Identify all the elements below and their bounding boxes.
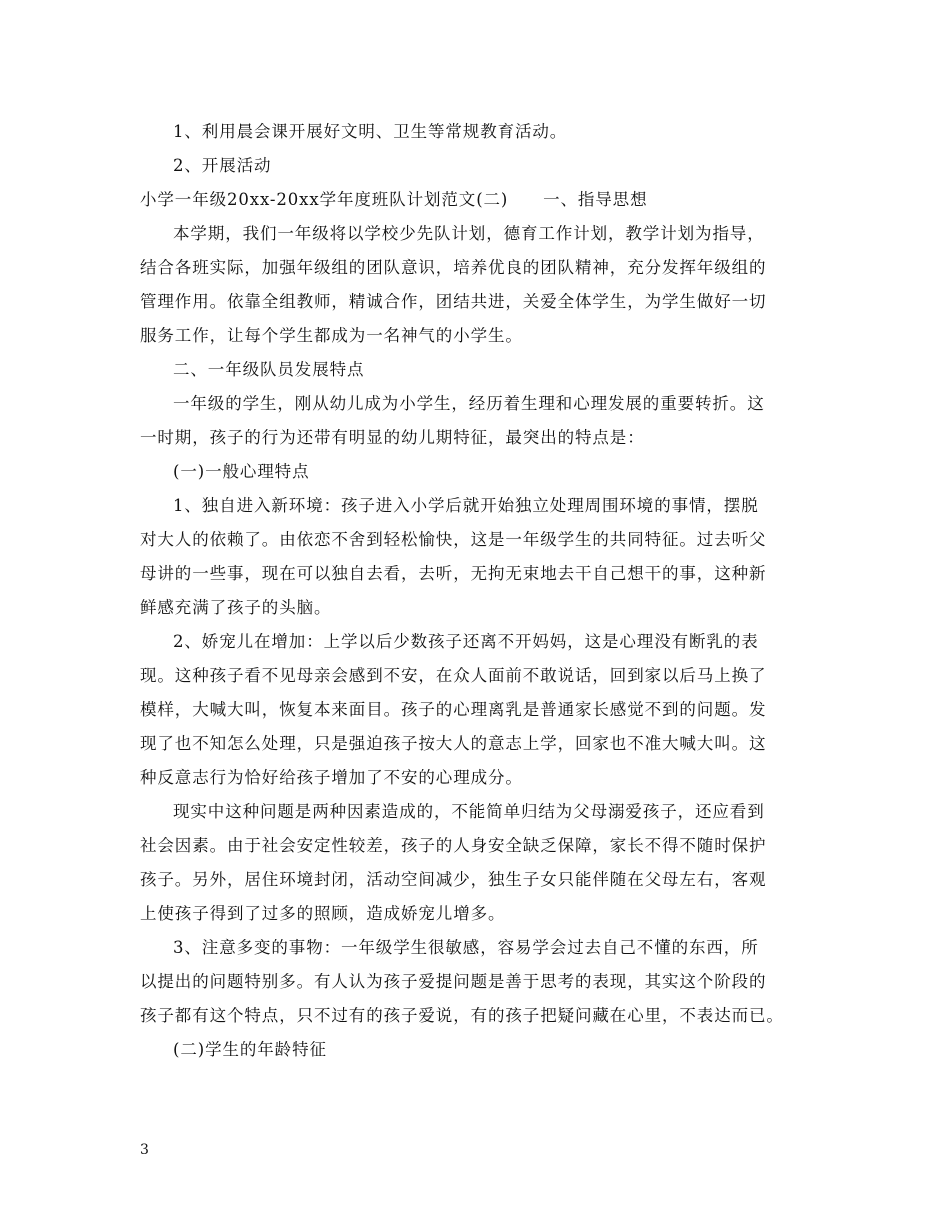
text-line: 一年级的学生，刚从幼儿成为小学生，经历着生理和心理发展的重要转折。这 xyxy=(173,394,765,413)
text-line: 2、开展活动 xyxy=(173,156,272,175)
text-line: 二、一年级队员发展特点 xyxy=(173,360,365,379)
text-line: 对大人的依赖了。由依恋不舍到轻松愉快，这是一年级学生的共同特征。过去听父 xyxy=(140,530,767,549)
text-line: 模样，大喊大叫，恢复本来面目。孩子的心理离乳是普通家长感觉不到的问题。发 xyxy=(140,700,767,719)
text-line: 1、利用晨会课开展好文明、卫生等常规教育活动。 xyxy=(173,122,568,141)
text-line: 管理作用。依靠全组教师，精诚合作，团结共进，关爱全体学生，为学生做好一切 xyxy=(140,292,767,311)
text-line: 上使孩子得到了过多的照顾，造成娇宠儿增多。 xyxy=(140,904,506,923)
text-line: 孩子。另外，居住环境封闭，活动空间减少，独生子女只能伴随在父母左右，客观 xyxy=(140,870,767,889)
text-line: 母讲的一些事，现在可以独自去看，去听，无拘无束地去干自己想干的事，这种新 xyxy=(140,564,767,583)
text-line: 3、注意多变的事物：一年级学生很敏感，容易学会过去自己不懂的东西，所 xyxy=(173,938,759,957)
text-line: (二)学生的年龄特征 xyxy=(173,1040,327,1059)
text-line: 结合各班实际，加强年级组的团队意识，培养优良的团队精神，充分发挥年级组的 xyxy=(140,258,767,277)
text-line: 现。这种孩子看不见母亲会感到不安，在众人面前不敢说话，回到家以后马上换了 xyxy=(140,666,767,685)
page-number: 3 xyxy=(140,1142,149,1158)
text-line: 种反意志行为恰好给孩子增加了不安的心理成分。 xyxy=(140,768,523,787)
text-line: 现了也不知怎么处理，只是强迫孩子按大人的意志上学，回家也不准大喊大叫。这 xyxy=(140,734,767,753)
text-line: 2、娇宠儿在增加：上学以后少数孩子还离不开妈妈，这是心理没有断乳的表 xyxy=(173,632,759,651)
text-line: 鲜感充满了孩子的头脑。 xyxy=(140,598,332,617)
text-line: 服务工作，让每个学生都成为一名神气的小学生。 xyxy=(140,326,523,345)
text-line: (一)一般心理特点 xyxy=(173,462,310,481)
text-line: 孩子都有这个特点，只不过有的孩子爱说，有的孩子把疑问藏在心里，不表达而已。 xyxy=(140,1006,784,1025)
text-line: 以提出的问题特别多。有人认为孩子爱提问题是善于思考的表现，其实这个阶段的 xyxy=(140,972,767,991)
text-line: 小学一年级20xx-20xx学年度班队计划范文(二) 一、指导思想 xyxy=(140,190,648,209)
text-line: 社会因素。由于社会安定性较差，孩子的人身安全缺乏保障，家长不得不随时保护 xyxy=(140,836,767,855)
text-line: 本学期，我们一年级将以学校少先队计划，德育工作计划，教学计划为指导， xyxy=(173,224,765,243)
text-line: 1、独自进入新环境：孩子进入小学后就开始独立处理周围环境的事情，摆脱 xyxy=(173,496,759,515)
text-line: 现实中这种问题是两种因素造成的，不能简单归结为父母溺爱孩子，还应看到 xyxy=(173,802,765,821)
text-line: 一时期，孩子的行为还带有明显的幼儿期特征，最突出的特点是： xyxy=(140,428,645,447)
